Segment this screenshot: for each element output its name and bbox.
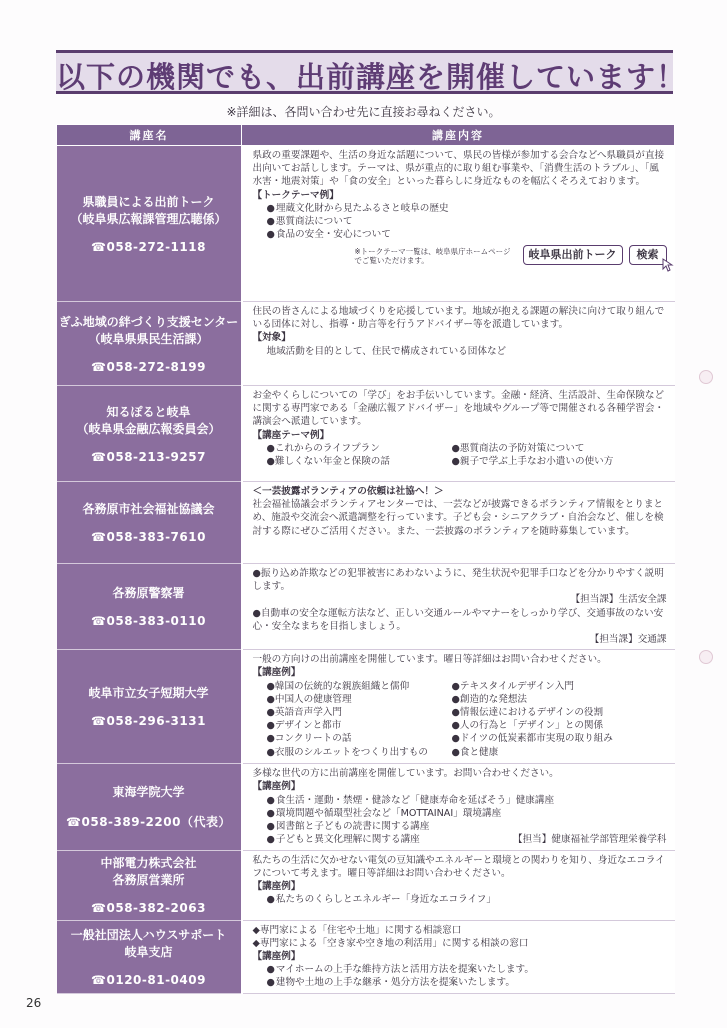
list-item: ● 食品の安全・安心について xyxy=(267,228,667,241)
list-item: ◆ 専門家による「住宅や土地」に関する相談窓口 xyxy=(253,924,667,937)
consult-list xyxy=(253,924,667,950)
content-label: 【トークテーマ例】 xyxy=(252,189,339,201)
search-input[interactable]: 岐阜県出前トーク xyxy=(523,245,623,264)
org-name: 東海学院大学 xyxy=(112,784,185,799)
org-phone: ☎058-389-2200（代表） xyxy=(66,814,231,829)
table-row xyxy=(57,302,675,386)
content-desc: お金やくらしについての「学び」をお手伝いしています。金融・経済、生活設計、生命保険などに関する専門家である「金融広報アドバイザー」を地域やグループ等で開催される各種学習会・講演会へ派遣しています。 xyxy=(252,390,665,428)
list-item: ● 親子で学ぶ上手なお小遣いの使い方 xyxy=(452,455,667,468)
header-content: 講座内容 xyxy=(242,125,675,146)
content-label: 【講座テーマ例】 xyxy=(252,429,330,441)
list-item: ● 創造的な発想法 xyxy=(452,693,667,706)
course-list xyxy=(253,893,667,906)
org-phone: ☎058-272-8199 xyxy=(91,359,206,374)
org-cell xyxy=(57,920,242,993)
binder-hole xyxy=(699,370,713,384)
search-row xyxy=(253,245,667,264)
list-item: ● 埋蔵文化財から見たふるさと岐阜の歴史 xyxy=(267,202,667,215)
org-cell xyxy=(57,850,242,920)
list-item: ● 中国人の健康管理 xyxy=(267,693,452,706)
org-cell xyxy=(57,482,242,564)
table-row xyxy=(57,920,675,993)
list-item: ● 悪質商法の予防対策について xyxy=(452,442,667,455)
list-item: ● これからのライフプラン xyxy=(267,442,452,455)
content-cell xyxy=(242,650,675,764)
list-item: ● デザインと都市 xyxy=(267,719,452,732)
org-phone: ☎058-272-1118 xyxy=(91,239,206,254)
org-cell xyxy=(57,302,242,386)
org-name-2: 岐阜支店 xyxy=(124,944,173,959)
course-tag: 【担当】健康福祉学部管理栄養学科 xyxy=(513,834,667,846)
list-item: ● テキスタイルデザイン入門 xyxy=(452,680,667,693)
homepage-note xyxy=(354,247,510,265)
list-item: ● マイホームの上手な維持方法と活用方法を提案いたします。 xyxy=(267,963,667,976)
police-tag-2: 【担当課】交通課 xyxy=(589,634,667,646)
table-row xyxy=(57,650,675,764)
content-desc: 県政の重要課題や、生活の身近な話題について、県民の皆様が参加する会合などへ県職員が直接出向いてお話しします。テーマは、県が重点的に取り組む事業や、「消費生活のトラブル」、「風水害・地震対策」や「食の安全」といった暮らしに身近なものを幅広くそろえております。 xyxy=(252,150,665,188)
content-cell xyxy=(242,850,675,920)
theme-grid xyxy=(253,442,667,468)
target-text: 地域活動を目的として、住民で構成されている団体など xyxy=(266,345,507,357)
org-cell xyxy=(57,650,242,764)
homepage-note-line2: でご覧いただけます。 xyxy=(354,255,429,265)
search-button[interactable] xyxy=(629,245,667,264)
table-row xyxy=(57,764,675,850)
org-name: 各務原警察署 xyxy=(112,586,185,601)
content-label: 【対象】 xyxy=(252,332,291,344)
content-headline: ＜一芸披露ボランティアの依頼は社協へ！＞ xyxy=(252,486,444,497)
org-cell xyxy=(57,764,242,850)
org-name: 知るぽると岐阜 xyxy=(106,404,191,419)
content-cell xyxy=(242,564,675,650)
org-name: 一般社団法人ハウスサポート xyxy=(70,927,227,942)
binder-hole xyxy=(699,650,713,664)
page-title: 以下の機関でも、出前講座を開催しています！ xyxy=(56,60,687,94)
table-row xyxy=(57,146,675,302)
table-row xyxy=(57,564,675,650)
table-header-row xyxy=(57,125,675,146)
list-item: ● コンクリートの話 xyxy=(267,732,452,745)
list-item: ● 英語音声学入門 xyxy=(267,706,452,719)
list-item: ● 人の行為と「デザイン」との関係 xyxy=(452,719,667,732)
content-label: 【講座例】 xyxy=(252,951,301,963)
org-name: 県職員による出前トーク xyxy=(82,194,215,209)
police-item-1: ●振り込め詐欺などの犯罪被害にあわないように、発生状況や犯罪手口などを分かりやすく説明します。 xyxy=(252,568,664,593)
content-cell xyxy=(242,920,675,993)
header-org: 講座名 xyxy=(57,125,242,146)
list-item: ● 食生活・運動・禁煙・健診など「健康寿命を延ばそう」健康講座 xyxy=(267,794,667,807)
police-item-2: ●自動車の安全な運転方法など、正しい交通ルールやマナーをしっかり学び、交通事故のない安心・安全なまちを目指しましょう。 xyxy=(252,607,664,632)
content-desc: 社会福祉協議会ボランティアセンターでは、一芸などが披露できるボランティア情報をとりまとめ、施設や交流会へ派遣調整を行っています。子ども会・シニアクラブ・自治会など、催しを検討する際にぜひご活用ください。また、一芸披露のボランティアを随時募集しています。 xyxy=(252,499,664,537)
org-name-2: 各務原営業所 xyxy=(112,873,185,888)
org-phone: ☎0120-81-0409 xyxy=(91,972,206,987)
org-cell xyxy=(57,564,242,650)
table-row xyxy=(57,482,675,564)
content-label: 【講座例】 xyxy=(252,881,301,893)
list-item: ● 悪質商法について xyxy=(267,215,667,228)
org-phone: ☎058-382-2063 xyxy=(91,901,206,916)
list-item: ● 子どもと異文化理解に関する講座 xyxy=(267,833,667,846)
org-name: 岐阜市立女子短期大学 xyxy=(88,686,209,701)
list-item: ● 私たちのくらしとエネルギー「身近なエコライフ」 xyxy=(267,893,667,906)
inquiry-note: ※詳細は、各問い合わせ先に直接お尋ねください。 xyxy=(226,105,501,119)
list-item: ● 環境問題や循環型社会など「MOTTAINAI」環境講座 xyxy=(267,807,667,820)
list-item: ● 韓国の伝統的な親族組織と儒仰 xyxy=(267,680,452,693)
org-phone: ☎058-296-3131 xyxy=(91,714,206,729)
content-cell xyxy=(242,386,675,482)
table-row xyxy=(57,386,675,482)
table-row xyxy=(57,850,675,920)
police-tag-1: 【担当課】生活安全課 xyxy=(570,594,667,606)
content-desc: 多様な世代の方に出前講座を開催しています。お問い合わせください。 xyxy=(252,768,559,780)
org-phone: ☎058-213-9257 xyxy=(91,449,206,464)
org-cell xyxy=(57,386,242,482)
org-name: 各務原市社会福祉協議会 xyxy=(82,502,215,516)
org-name: 中部電力株式会社 xyxy=(100,856,197,871)
content-desc: 私たちの生活に欠かせない電気の豆知識やエネルギーと環境との関わりを知り、身近なエコライフについて考えます。曜日等詳細はお問い合わせください。 xyxy=(252,854,665,879)
org-phone: ☎058-383-7610 xyxy=(91,530,206,544)
theme-list xyxy=(253,202,667,242)
content-cell xyxy=(242,482,675,564)
police-item-1-text: 振り込め詐欺などの犯罪被害にあわないように、発生状況や犯罪手口などを分かりやすく説明します。 xyxy=(252,568,664,593)
content-desc: 一般の方向けの出前講座を開催しています。曜日等詳細はお問い合わせください。 xyxy=(252,654,607,666)
page-number: 26 xyxy=(26,996,42,1010)
content-cell xyxy=(242,146,675,302)
course-list xyxy=(253,963,667,989)
lecture-table xyxy=(56,124,675,994)
course-grid xyxy=(253,680,667,759)
content-label: 【講座例】 xyxy=(252,667,301,679)
content-cell xyxy=(242,764,675,850)
org-phone: ☎058-383-0110 xyxy=(91,614,206,629)
list-item: ● 衣服のシルエットをつくり出すもの xyxy=(267,746,452,759)
list-item: ● 図書館と子どもの読書に関する講座 xyxy=(267,820,667,833)
org-name: ぎふ地域の絆づくり支援センター xyxy=(58,314,239,329)
org-cell xyxy=(57,146,242,302)
pointer-cursor-icon xyxy=(660,258,674,272)
org-dept: （岐阜県広報課管理広聴係） xyxy=(70,211,227,226)
content-cell xyxy=(242,302,675,386)
search-button-label: 検索 xyxy=(636,248,659,262)
org-dept: （岐阜県金融広報委員会） xyxy=(76,421,221,436)
list-item: ● 食と健康 xyxy=(452,746,667,759)
list-item: ◆ 専門家による「空き家や空き地の利活用」に関する相談の窓口 xyxy=(253,937,667,950)
list-item: ● 建物や土地の上手な継承・処分方法を提案いたします。 xyxy=(267,976,667,989)
org-dept: （岐阜県県民生活課） xyxy=(88,331,209,346)
title-banner xyxy=(56,50,687,94)
content-label: 【講座例】 xyxy=(252,781,301,793)
list-item: ● 難しくない年金と保険の話 xyxy=(267,455,452,468)
list-item: ● 情報伝達におけるデザインの役割 xyxy=(452,706,667,719)
police-item-2-text: 自動車の安全な運転方法など、正しい交通ルールやマナーをしっかり学び、交通事故のない安心・安全なまちを目指しましょう。 xyxy=(252,607,664,632)
list-item: ● ドイツの低炭素都市実現の取り組み xyxy=(452,732,667,745)
content-desc: 住民の皆さんによる地域づくりを応援しています。地域が抱える課題の解決に向けて取り組んでいる団体に対し、指導・助言等を行うアドバイザー等を派遣しています。 xyxy=(252,306,665,331)
homepage-note-line1: ※トークテーマ一覧は、岐阜県庁ホームページ xyxy=(354,246,511,256)
